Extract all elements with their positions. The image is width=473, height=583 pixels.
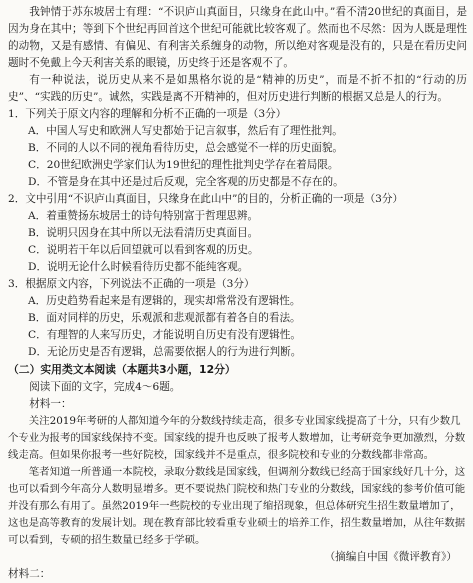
question-stem: 2．文中引用“不识庐山真面目，只缘身在此山中”的目的，分析正确的一项是（3分） — [8, 193, 404, 205]
intro-paragraph: 有一种说法，说历史从来不是如黑格尔说的是“精神的历史”，而是不折不扣的“行动的历史”、“实践的历史”。诚然，实践是离不开精神的，但对历史进行判断的根据又总是人的行为。 — [8, 74, 467, 103]
material1-paragraph: 笔者知道一所普通一本院校，录取分数线是国家线，但调剂分数线已经高于国家线好几十分，这也可以看到今年高分人数明显增多。更不要说热门院校和热门专业的分数线，国家线的参考价值可能并没有那么有用了。虽然2019年一些院校的专业出现了缩招现象，但总体研究生招生数量增加了，这也是高等教育的发展计划。现在教育部比较看重专业硕士的培养工作，招生数量增加，从往年数据可以看到，专硕的招生数量已经多于学硕。 — [8, 466, 466, 546]
question-option: B．不同的人以不同的视角看待历史，总会感觉不一样的历史面貌。 — [28, 142, 344, 154]
question-option: D．不管是身在其中还是过后反观，完全客观的历史都是不存在的。 — [28, 176, 344, 188]
question-stem: 3．根据原文内容，下列说法不正确的一项是（3分） — [8, 278, 255, 290]
question-option: C．有理智的人来写历史，才能说明自历史有没有逻辑性。 — [28, 329, 301, 341]
question-option: D．无论历史是否有逻辑，总需要依据人的行为进行判断。 — [28, 346, 302, 358]
section-title: （二）实用类文本阅读（本题共3小题，12分） — [8, 363, 236, 376]
question-option: D．说明无论什么时候看待历史都不能纯客观。 — [28, 261, 249, 273]
question-option: C．说明若干年以后回望就可以看到客观的历史。 — [28, 244, 259, 256]
material2-label: 材料二： — [8, 568, 51, 580]
question-option: A．着重赞扬东坡居士的诗句特别富于哲理思辨。 — [28, 210, 259, 222]
question-option: B．说明只因身在其中所以无法看清历史真面目。 — [28, 227, 259, 239]
intro-text — [8, 4, 467, 106]
question-option: B．面对同样的历史，乐观派和悲观派都有着各自的看法。 — [28, 312, 301, 324]
material1-source: （摘编自中国《微评教育》） — [324, 551, 457, 563]
question-3 — [8, 276, 467, 361]
material1-text — [8, 413, 467, 549]
intro-paragraph: 我钟情于苏东坡居士有理：“不识庐山真面目，只缘身在此山中。”看不清20世纪的真面目，是因为身在其中；等到下个世纪再回首这个世纪可能就比较客观了。然而也不尽然：因为人既是理性的动物，又是有感情、有偏见、有利害关系缠身的动物，所以绝对客观是没有的，只是在看历史问题时不免戴上今天利害关系的眼镜，历史终于还是客观不了。 — [8, 6, 467, 69]
question-option: A．历史趋势看起来是有逻辑的，现实却常常没有逻辑性。 — [28, 295, 301, 307]
question-option: C．20世纪欧洲史学家们认为19世纪的理性批判史学存在着局限。 — [28, 159, 339, 171]
section-instruction: 阅读下面的文字，完成4～6题。 — [29, 381, 181, 393]
material1-label: 材料一： — [29, 398, 72, 410]
material1-paragraph: 关注2019年考研的人都知道今年的分数线持续走高，很多专业国家线提高了十分，只有少数几个专业为报考的国家线保持不变。国家线的提升也反映了报考人数增加，让考研竞争更加激烈，分数线走高。但如果你报考一些好院校，国家线并不是重点，很多院校和专业的分数线都非常高。 — [8, 415, 466, 461]
question-stem: 1．下列关于原文内容的理解和分析不正确的一项是（3分） — [8, 108, 287, 120]
question-2 — [8, 191, 467, 276]
question-1 — [8, 106, 467, 191]
question-option: A．中国人写史和欧洲人写史都始于记言叙事，然后有了理性批判。 — [28, 125, 343, 137]
